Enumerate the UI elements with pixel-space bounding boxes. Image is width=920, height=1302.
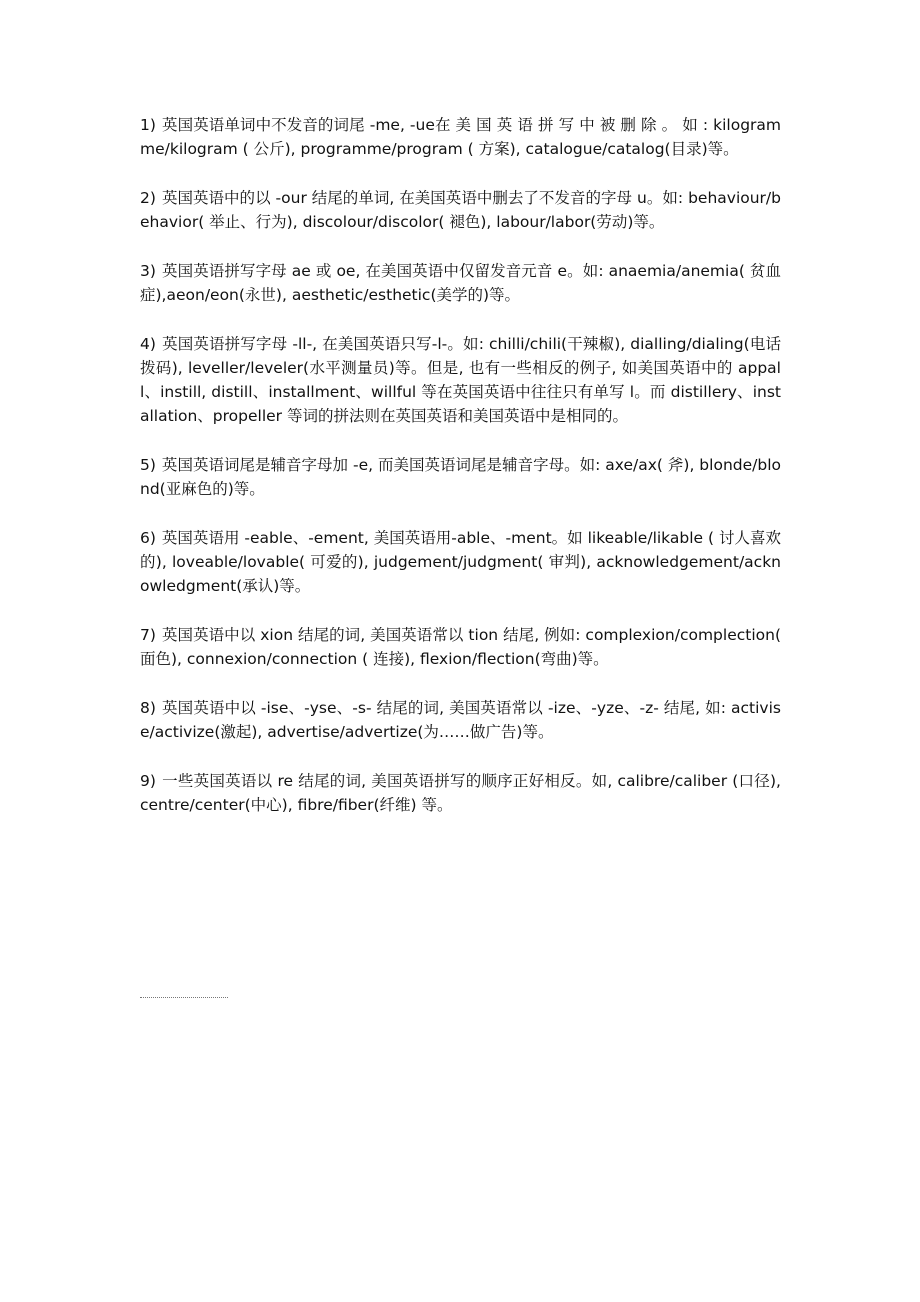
paragraph-2 [140, 186, 781, 234]
paragraph-number: 2) [140, 189, 156, 207]
paragraph-text: 英国英语用 -eable、-ement, 美国英语用-able、-ment。如 likeable/likable ( 讨人喜欢的), loveable/lovable( 可爱的), judgement/judgment( 审判), acknowledgement/acknowledgment(承认)等。 [140, 529, 781, 595]
paragraph-text: 英国英语拼写字母 ae 或 oe, 在美国英语中仅留发音元音 e。如: anaemia/anemia( 贫血症),aeon/eon(永世), aesthetic/esthetic(美学的)等。 [140, 262, 781, 304]
paragraph-number: 6) [140, 529, 156, 547]
paragraph-3 [140, 259, 781, 307]
paragraph-text: 英国英语中的以 -our 结尾的单词, 在美国英语中删去了不发音的字母 u。如: behaviour/behavior( 举止、行为), discolour/discolor( 褪色), labour/labor(劳动)等。 [140, 189, 781, 231]
paragraph-8 [140, 696, 781, 744]
document-body [140, 113, 781, 842]
paragraph-number: 9) [140, 772, 156, 790]
paragraph-number: 8) [140, 699, 156, 717]
paragraph-text: 英国英语中以 -ise、-yse、-s- 结尾的词, 美国英语常以 -ize、-yze、-z- 结尾, 如: activise/activize(激起), advertise/advertize(为……做广告)等。 [140, 699, 781, 741]
paragraph-text: 英国英语单词中不发音的词尾 -me, -ue在 美 国 英 语 拼 写 中 被 删 除 。 如 : kilogramme/kilogram ( 公斤), programme/program ( 方案), catalogue/catalog(目录)等。 [140, 116, 781, 158]
paragraph-4 [140, 332, 781, 428]
paragraph-number: 5) [140, 456, 156, 474]
paragraph-7 [140, 623, 781, 671]
paragraph-text: 英国英语拼写字母 -ll-, 在美国英语只写-l-。如: chilli/chili(干辣椒), dialling/dialing(电话拨码), leveller/leveler(水平测量员)等。但是, 也有一些相反的例子, 如美国英语中的 appall、instill, distill、installment、willful 等在英国英语中往往只有单写 l。而 distillery、installation、propeller 等词的拼法则在英国英语和美国英语中是相同的。 [140, 335, 781, 425]
footnote-separator [140, 997, 228, 998]
paragraph-number: 4) [140, 335, 156, 353]
paragraph-number: 1) [140, 116, 156, 134]
paragraph-9 [140, 769, 781, 817]
paragraph-6 [140, 526, 781, 598]
paragraph-text: 一些英国英语以 re 结尾的词, 美国英语拼写的顺序正好相反。如, calibre/caliber (口径), centre/center(中心), fibre/fiber(纤维) 等。 [140, 772, 781, 814]
paragraph-5 [140, 453, 781, 501]
paragraph-number: 7) [140, 626, 156, 644]
paragraph-number: 3) [140, 262, 156, 280]
paragraph-text: 英国英语中以 xion 结尾的词, 美国英语常以 tion 结尾, 例如: complexion/complection( 面色), connexion/connection ( 连接), flexion/flection(弯曲)等。 [140, 626, 781, 668]
paragraph-text: 英国英语词尾是辅音字母加 -e, 而美国英语词尾是辅音字母。如: axe/ax( 斧), blonde/blond(亚麻色的)等。 [140, 456, 781, 498]
paragraph-1 [140, 113, 781, 161]
